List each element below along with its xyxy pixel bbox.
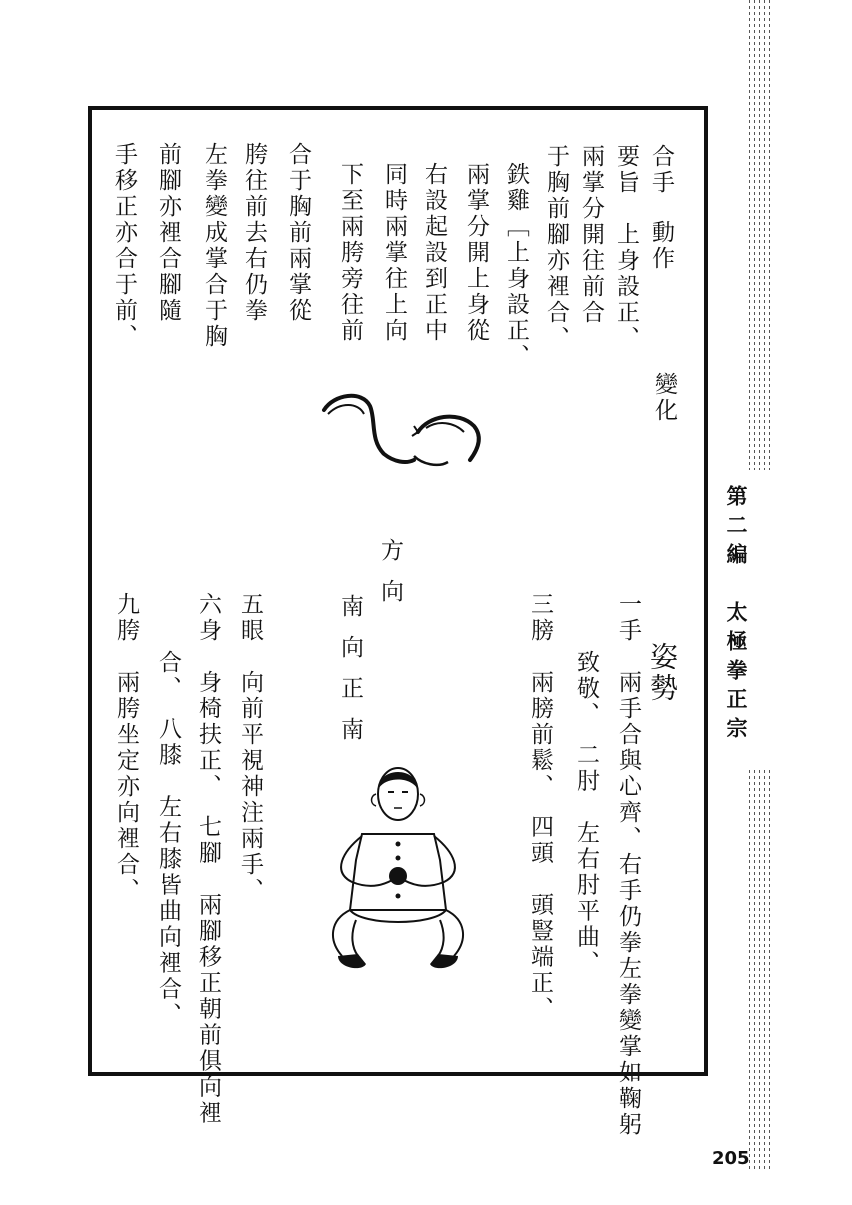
posture-col-5: 六身 身椅扶正、 七腳 兩腳移正朝前俱向裡	[195, 592, 221, 1127]
action-title: 動作	[648, 220, 674, 272]
action-col-11: 胯往前去右仍拳	[241, 142, 267, 324]
action-col-2: 要旨 上身設正、	[613, 144, 639, 352]
posture-col-2: 致敬、 二肘 左右肘平曲、	[573, 650, 599, 977]
posture-col-4: 五眼 向前平視神注兩手、	[237, 592, 263, 904]
change-label: 變化	[651, 372, 677, 424]
action-col-10: 合于胸前兩掌從	[285, 142, 311, 324]
action-col-6: 兩掌分開上身從	[463, 162, 489, 344]
action-col-5: 鉄雞［上身設正、	[503, 162, 529, 370]
posture-col-3: 三膀 兩膀前鬆、 四頭 頭豎端正、	[527, 592, 553, 1023]
action-col-13: 前腳亦裡合腳隨	[155, 142, 181, 324]
direction-label: 方向	[377, 538, 403, 620]
action-col-8: 同時兩掌往上向	[381, 162, 407, 344]
action-col-7: 右設起設到正中	[421, 162, 447, 344]
posture-title: 姿勢	[646, 642, 679, 704]
posture-col-6: 合、 八膝 左右膝皆曲向裡合、	[155, 650, 181, 1029]
content-frame	[88, 106, 708, 1138]
action-col-1: 合手	[648, 144, 674, 196]
change-arrow-graphic	[314, 380, 494, 480]
action-col-12: 左拳變成掌合于胸	[201, 142, 227, 350]
margin-decoration-top	[746, 0, 774, 470]
chapter-heading: 第二編 太極拳正宗	[724, 485, 749, 746]
action-col-9: 下至兩胯旁往前	[337, 162, 363, 344]
direction-value: 南向正南	[337, 594, 363, 758]
action-col-3: 兩掌分開往前合	[578, 144, 604, 326]
action-col-4: 于胸前腳亦裡合、	[543, 144, 569, 352]
posture-col-7: 九胯 兩胯坐定亦向裡合、	[113, 592, 139, 904]
margin-decoration-bottom	[746, 770, 774, 1170]
posture-figure-illustration	[322, 760, 472, 975]
page-number: 205	[712, 1148, 750, 1169]
posture-col-1: 一手 兩手合與心齊、右手仍拳左拳變掌如鞠躬	[615, 592, 641, 1138]
action-col-14: 手移正亦合于前、	[111, 142, 137, 350]
